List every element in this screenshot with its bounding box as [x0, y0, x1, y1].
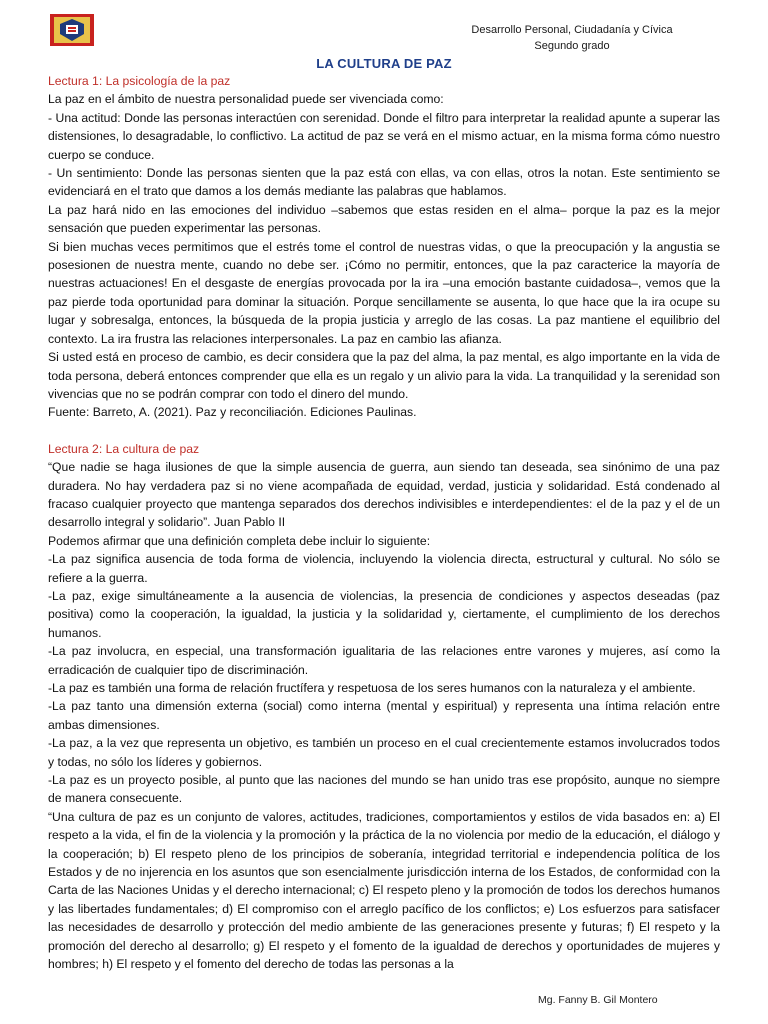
grade-label: Segundo grado	[534, 40, 610, 52]
paragraph: Podemos afirmar que una definición completa debe incluir lo siguiente:	[48, 533, 431, 548]
list-item: -La paz, exige simultáneamente a la ausencia de violencias, la presencia de condiciones y aspectos deseadas (paz positiva) como la cooperación, la igualdad, la justicia y la solidaridad y, ciertamente, el cumplimiento de los derechos humanos.	[48, 588, 720, 640]
section-spacer	[48, 422, 720, 440]
lectura-1-heading: Lectura 1: La psicología de la paz	[48, 74, 231, 88]
list-item: -La paz, a la vez que representa un objetivo, es también un proceso en el cual crecientemente estamos involucrados todos y todas, no sólo los líderes y gobiernos.	[48, 736, 720, 769]
paragraph: - Una actitud: Donde las personas interactúen con serenidad. Donde el filtro para interpretar la realidad apunte a superar las distensiones, lo desagradable, lo conflictivo. La actitud de paz se verá en el mismo actuar, en la misma forma cómo nuestro cuerpo se conduce.	[48, 110, 720, 162]
author-footer: Mg. Fanny B. Gil Montero	[538, 994, 658, 1006]
paragraph: - Un sentimiento: Donde las personas sienten que la paz está con ellas, va con ellas, otros la notan. Este sentimiento se evidenciará en el trato que damos a los demás mediante las palabras que hablamos.	[48, 166, 720, 199]
lectura-2-heading: Lectura 2: La cultura de paz	[48, 441, 200, 456]
paragraph: Si usted está en proceso de cambio, es decir considera que la paz del alma, la paz mental, es algo importante en la vida de toda persona, deberá entonces comprender que ella es un regalo y un alivio para la vida. La tranquilidad y la serenidad son vivencias que no se podrán comprar con todo el dinero del mundo.	[48, 350, 720, 401]
paragraph: La paz en el ámbito de nuestra personalidad puede ser vivenciada como:	[48, 92, 444, 107]
course-name: Desarrollo Personal, Ciudadanía y Cívica	[471, 24, 673, 36]
list-item: -La paz es también una forma de relación fructífera y respetuosa de los seres humanos con la naturaleza y el ambiente.	[48, 681, 696, 695]
list-item: -La paz es un proyecto posible, al punto que las naciones del mundo se han unido tras ese propósito, aunque no siempre de manera consecuente.	[48, 773, 720, 806]
list-item: -La paz significa ausencia de toda forma de violencia, incluyendo la violencia directa, estructural y cultural. No sólo se refiere a la guerra.	[48, 552, 720, 585]
document-body	[48, 72, 720, 974]
source-citation: Fuente: Barreto, A. (2021). Paz y reconciliación. Ediciones Paulinas.	[48, 405, 417, 420]
list-item: -La paz involucra, en especial, una transformación igualitaria de las relaciones entre varones y mujeres, así como la erradicación de cualquier tipo de discriminación.	[48, 644, 720, 677]
quote-paragraph: “Que nadie se haga ilusiones de que la simple ausencia de guerra, aun siendo tan deseada, sea sinónimo de una paz duradera. No hay verdadera paz si no viene acompañada de equidad, verdad, justicia y solidaridad. Está condenado al fracaso cualquier proyecto que mantenga separados dos derechos indivisibles e interdependientes: el de la paz y el de un desarrollo integral y solidario”. Juan Pablo II	[48, 460, 720, 530]
list-item: -La paz tanto una dimensión externa (social) como interna (mental y espiritual) y representa una íntima relación entre ambas dimensiones.	[48, 699, 720, 732]
school-logo	[50, 14, 94, 46]
page-title: LA CULTURA DE PAZ	[316, 56, 452, 71]
paragraph: La paz hará nido en las emociones del individuo –sabemos que estas residen en el alma– porque la paz es la mejor sensación que pueden experimentar las personas.	[48, 202, 720, 236]
paragraph: Si bien muchas veces permitimos que el estrés tome el control de nuestras vidas, o que la preocupación y la angustia se posesionen de nuestra mente, cuando no debe ser. ¡Cómo no permitir, entonces, que la paz caracterice la mayoría de nuestras actuaciones! En el desgaste de energías provocada por la ira –una emoción bastante cuidadosa–, vemos que la paz pierde toda oportunidad para dominar la situación. Porque sencillamente se ausenta, lo que hace que la ira ocupe su lugar y sobresalga, entonces, la búsqueda de la propia justicia y arreglo de las cosas. La paz mantiene el equilibrio del contexto. La ira frustra las relaciones interpersonales. La paz en cambio las afianza.	[48, 239, 720, 346]
document-header	[422, 22, 722, 54]
quote-paragraph: “Una cultura de paz es un conjunto de valores, actitudes, tradiciones, comportamientos y estilos de vida basados en: a) El respeto a la vida, el fin de la violencia y la promoción y la práctica de la no violencia por medio de la educación, el diálogo y la cooperación; b) El respeto pleno de los principios de soberanía, integridad territorial e independencia política de los Estados y de no injerencia en los asuntos que son esencialmente jurisdicción interna de los Estados, de conformidad con la Carta de las Naciones Unidas y el derecho internacional; c) El respeto pleno y la promoción de todos los derechos humanos y las libertades fundamentales; d) El compromiso con el arreglo pacífico de los conflictos; e) Los esfuerzos para satisfacer las necesidades de desarrollo y protección del medio ambiente de las generaciones presente y futuras; f) El respeto y la promoción del derecho al desarrollo; g) El respeto y el fomento de la igualdad de derechos y oportunidades de mujeres y hombres; h) El respeto y el fomento del derecho de todas las personas a la	[48, 809, 720, 972]
